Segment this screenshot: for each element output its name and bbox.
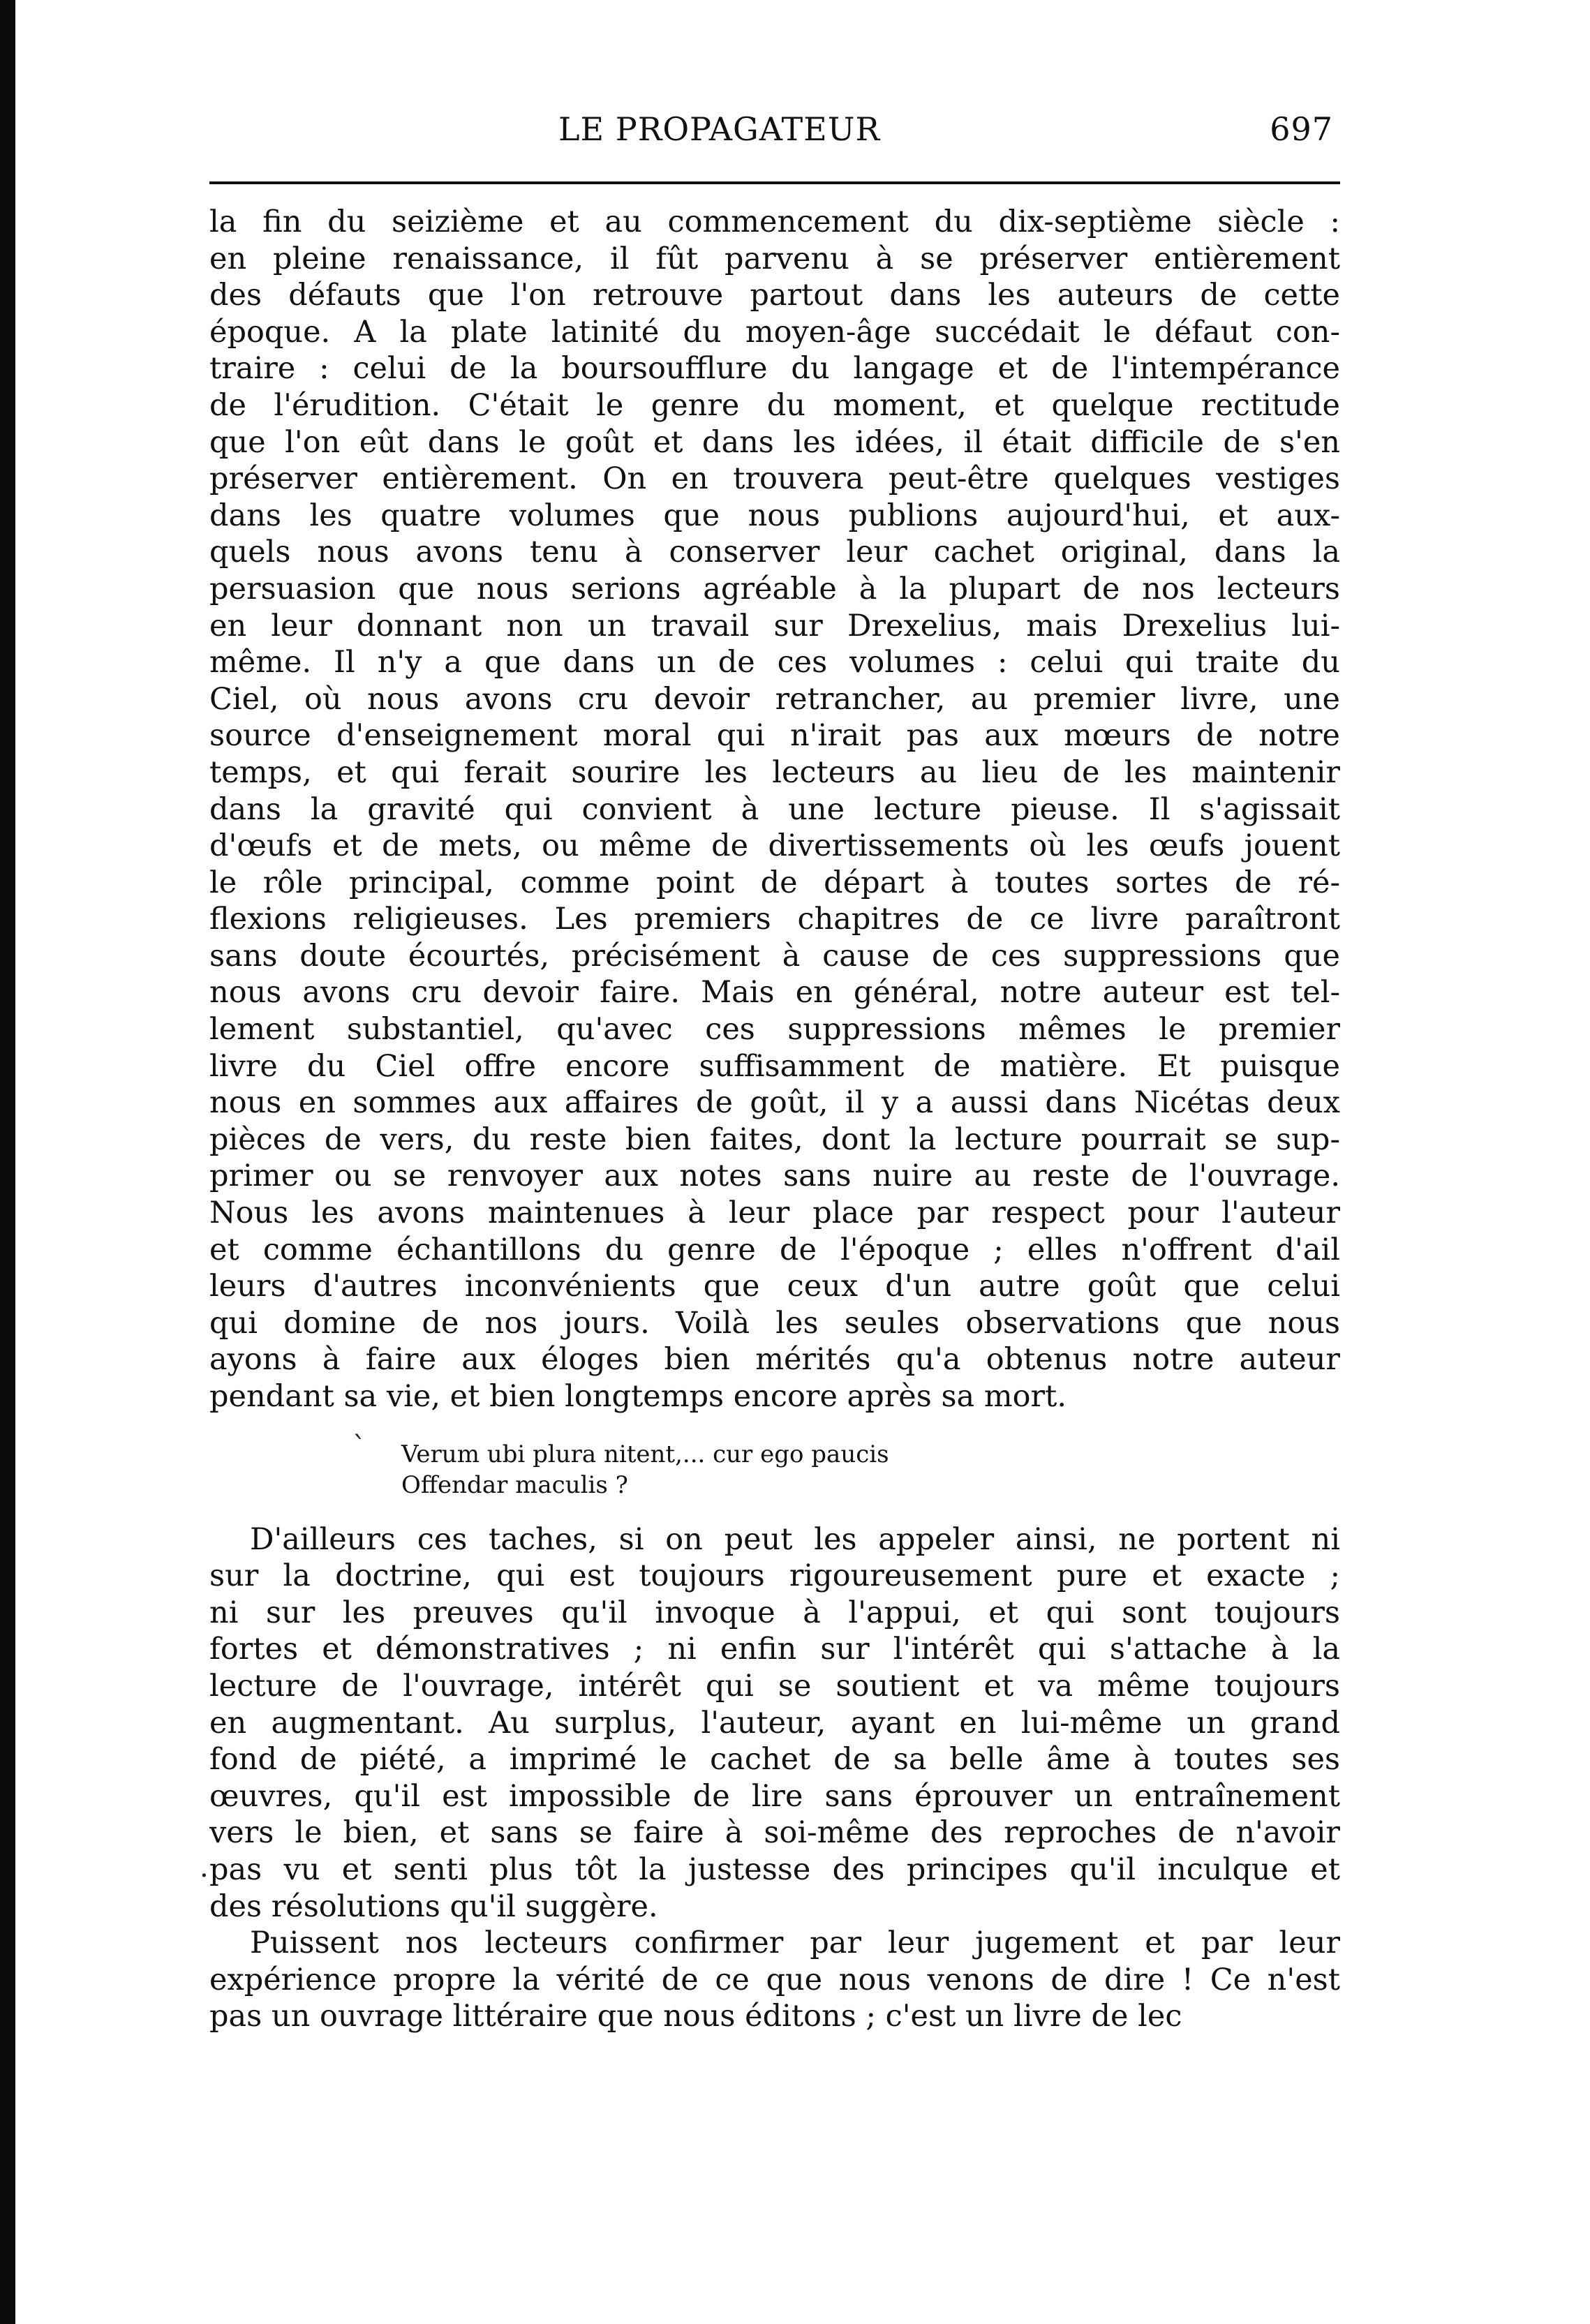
text-line: que l'on eût dans le goût et dans les idées, il était difficile de s'en xyxy=(209,424,1340,460)
scan-binding-edge xyxy=(0,0,15,2324)
text-line: ayons à faire aux éloges bien mérités qu'a obtenus notre auteur xyxy=(209,1342,1340,1378)
text-line: primer ou se renvoyer aux notes sans nuire au reste de l'ouvrage. xyxy=(209,1159,1340,1194)
text-line: même. Il n'y a que dans un de ces volumes : celui qui traite du xyxy=(209,645,1340,680)
text-line: dans les quatre volumes que nous publions aujourd'hui, et aux- xyxy=(209,498,1340,533)
book-page xyxy=(200,105,1340,2035)
text-line: Ciel, où nous avons cru devoir retrancher, au premier livre, une xyxy=(209,681,1340,717)
text-line: en pleine renaissance, il fût parvenu à se préserver entièrement xyxy=(209,241,1340,276)
text-line: pas un ouvrage littéraire que nous éditons ; c'est un livre de lec xyxy=(209,1999,1182,2034)
text-line: préserver entièrement. On en trouvera peut-être quelques vestiges xyxy=(209,461,1340,497)
text-line: d'œufs et de mets, ou même de divertissements où les œufs jouent xyxy=(209,828,1340,864)
text-line: la fin du seizième et au commencement du dix-septième siècle : xyxy=(209,204,1340,239)
text-line: Nous les avons maintenues à leur place par respect pour l'auteur xyxy=(209,1195,1340,1231)
text-line: D'ailleurs ces taches, si on peut les appeler ainsi, ne portent ni xyxy=(250,1521,1340,1557)
text-line: nous avons cru devoir faire. Mais en général, notre auteur est tel- xyxy=(209,975,1340,1011)
text-line: sur la doctrine, qui est toujours rigoureusement pure et exacte ; xyxy=(209,1558,1340,1594)
text-line: lement substantiel, qu'avec ces suppressions mêmes le premier xyxy=(209,1012,1340,1048)
text-line: et comme échantillons du genre de l'époque ; elles n'offrent d'ail xyxy=(209,1232,1340,1267)
text-line: pas vu et senti plus tôt la justesse des principes qu'il inculque et xyxy=(209,1852,1340,1887)
text-line: traire : celui de la boursoufflure du langage et de l'intempérance xyxy=(209,351,1340,387)
text-line: livre du Ciel offre encore suffisamment de matière. Et puisque xyxy=(209,1048,1340,1084)
text-line: nous en sommes aux affaires de goût, il y a aussi dans Nicétas deux xyxy=(209,1085,1340,1121)
header-rule xyxy=(209,181,1340,184)
page-number: 697 xyxy=(1270,110,1333,148)
text-line: fortes et démonstratives ; ni enfin sur l'intérêt qui s'attache à la xyxy=(209,1632,1340,1667)
text-line: quels nous avons tenu à conserver leur cachet original, dans la xyxy=(209,535,1340,570)
running-title: LE PROPAGATEUR xyxy=(558,110,881,148)
text-line: pièces de vers, du reste bien faites, dont la lecture pourrait se sup- xyxy=(209,1122,1340,1157)
text-line: leurs d'autres inconvénients que ceux d'un autre goût que celui xyxy=(209,1269,1340,1304)
text-line: pendant sa vie, et bien longtemps encore après sa mort. xyxy=(209,1379,1067,1414)
text-line: des défauts que l'on retrouve partout dans les auteurs de cette xyxy=(209,278,1340,313)
text-line: Puissent nos lecteurs confirmer par leur jugement et par leur xyxy=(250,1926,1340,1961)
text-line: en augmentant. Au surplus, l'auteur, ayant en lui-même un grand xyxy=(209,1705,1340,1741)
text-line: fond de piété, a imprimé le cachet de sa belle âme à toutes ses xyxy=(209,1742,1340,1778)
text-line: flexions religieuses. Les premiers chapitres de ce livre paraîtront xyxy=(209,902,1340,937)
text-line: ni sur les preuves qu'il invoque à l'appui, et qui sont toujours xyxy=(209,1595,1340,1630)
text-line: des résolutions qu'il suggère. xyxy=(209,1889,658,1924)
text-line: le rôle principal, comme point de départ à toutes sortes de ré- xyxy=(209,865,1340,900)
verse-quote xyxy=(352,1431,1340,1500)
text-line: de l'érudition. C'était le genre du moment, et quelque rectitude xyxy=(209,387,1340,423)
text-line: qui domine de nos jours. Voilà les seules observations que nous xyxy=(209,1305,1340,1341)
text-line: temps, et qui ferait sourire les lecteurs au lieu de les maintenir xyxy=(209,754,1340,790)
verse-line: Offendar maculis ? xyxy=(401,1470,628,1499)
paragraph-2 xyxy=(200,1521,1340,1926)
paragraph-1 xyxy=(209,204,1340,1415)
text-line: époque. A la plate latinité du moyen-âge succédait le défaut con- xyxy=(209,314,1340,350)
running-head xyxy=(209,105,1340,154)
text-line: vers le bien, et sans se faire à soi-même des reproches de n'avoir xyxy=(209,1815,1340,1851)
text-line: lecture de l'ouvrage, intérêt qui se soutient et va même toujours xyxy=(209,1668,1340,1704)
verse-tick-mark: ˋ xyxy=(352,1431,366,1463)
text-line: sans doute écourtés, précisément à cause de ces suppressions que xyxy=(209,938,1340,974)
text-line: en leur donnant non un travail sur Drexelius, mais Drexelius lui- xyxy=(209,608,1340,643)
text-line: expérience propre la vérité de ce que nous venons de dire ! Ce n'est xyxy=(209,1962,1340,1997)
margin-dot-mark: . xyxy=(200,1851,209,1884)
text-line: source d'enseignement moral qui n'irait pas aux mœurs de notre xyxy=(209,718,1340,754)
text-line: persuasion que nous serions agréable à la plupart de nos lecteurs xyxy=(209,571,1340,606)
paragraph-3 xyxy=(209,1925,1340,2035)
text-line: dans la gravité qui convient à une lecture pieuse. Il s'agissait xyxy=(209,791,1340,827)
text-line: œuvres, qu'il est impossible de lire sans éprouver un entraînement xyxy=(209,1778,1340,1814)
verse-line: Verum ubi plura nitent,... cur ego paucis xyxy=(401,1440,889,1468)
